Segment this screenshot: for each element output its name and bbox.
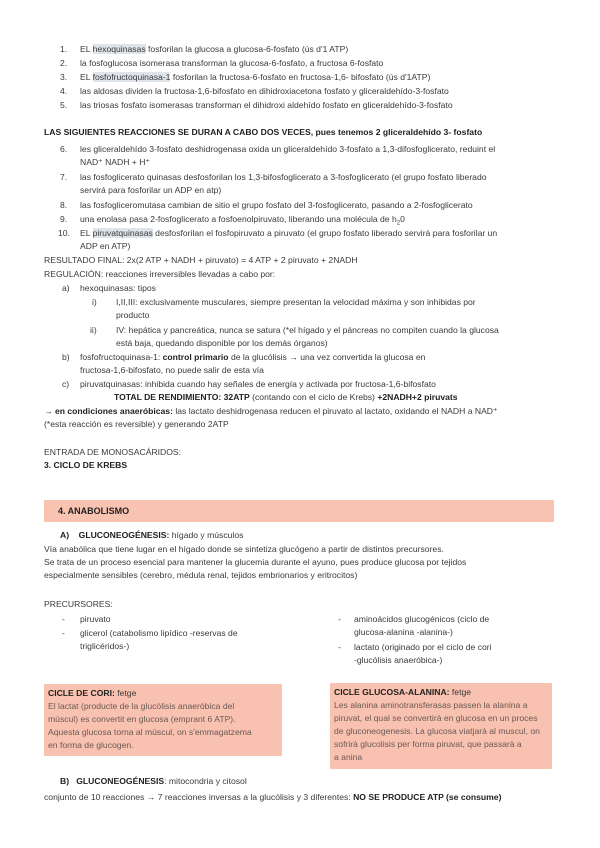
list-item xyxy=(80,99,453,111)
bullet-dash: - xyxy=(338,614,341,624)
regulation-subitem: I,II,III: exclusivamente musculares, siempre presentan la velocidad máxima y son inhibidas por xyxy=(116,297,476,307)
box-line: de gluconeogenesis. La glucosa viatjarà al muscul, on xyxy=(334,726,540,736)
regulation-item-continuation: fructosa-1,6-bifosfato, no puede salir de esta vía xyxy=(80,365,264,375)
list-item-text: desfosforilan el fosfopiruvato a piruvato (el grupo fosfato liberado servirá para fosforilar un xyxy=(152,228,498,238)
paragraph-line: Se trata de un proceso esencial para mantener la glucemia durante el ayuno, pues produce glucosa por tejidos xyxy=(44,557,467,567)
list-item-text: una enolasa pasa 2-fosfoglicerato a fosfoenolpiruvato, liberando una molécula de h xyxy=(80,214,397,224)
cori-cycle-box xyxy=(44,684,282,756)
arrow-icon: → xyxy=(44,406,55,416)
list-item-text: 0 xyxy=(400,214,405,224)
list-item xyxy=(80,227,497,239)
regulation-text: de la glucólisis → una vez convertida la glucosa en xyxy=(228,352,426,362)
list-label: c) xyxy=(62,379,70,389)
subsection-label: B) xyxy=(60,776,70,786)
box-line: múscul) es convertit en glucosa (emprant 6 ATP). xyxy=(48,714,236,724)
list-item xyxy=(80,85,449,97)
list-item: las fosfogliceromutasa cambian de sitio el grupo fosfato del 3-fosfoglicerato, pasando a 2-fosfoglicerato xyxy=(80,200,473,210)
list-item xyxy=(80,57,383,69)
emphasis: NO SE PRODUCE ATP (se consume) xyxy=(353,792,502,802)
paragraph-text: conjunto de 10 reacciones → 7 reacciones inversas a la glucólisis y 3 diferentes: xyxy=(44,792,354,802)
list-item-text: fosforilan la glucosa a glucosa-6-fosfato (ús d'1 ATP) xyxy=(145,44,349,54)
list-number: 5. xyxy=(60,100,68,110)
regulation-text: fosfofructoquinasa-1: xyxy=(80,352,163,362)
box-title-text: CICLE DE CORI: xyxy=(48,688,115,698)
list-item xyxy=(80,71,430,83)
list-item xyxy=(80,213,405,228)
list-item-text: la fosfoglucosa isomerasa transforman la glucosa-6-fosfato, a fructosa 6-fosfato xyxy=(80,58,384,68)
list-item-text: EL xyxy=(80,72,93,82)
box-line: Les alanina aminotransferasas passen la alanina a xyxy=(334,700,528,710)
paragraph-line: Vía anabólica que tiene lugar en el hígado donde se sintetiza glucógeno a partir de distintos precursores. xyxy=(44,544,444,554)
list-item-text: EL xyxy=(80,228,93,238)
box-title xyxy=(334,686,471,698)
regulation-heading: REGULACIÓN: reacciones irreversibles llevadas a cabo por: xyxy=(44,269,276,279)
list-label: ii) xyxy=(90,325,97,335)
list-item-text: las aldosas dividen la fructosa-1,6-bifosfato en dihidroxiacetona fosfato y gliceraldehído-3-fosfato xyxy=(80,86,449,96)
regulation-subitem-continuation: producto xyxy=(116,310,150,320)
box-line: El lactat (producte de la glucòlisis anaeròbica del xyxy=(48,701,235,711)
emphasis: en condiciones anaeróbicas: xyxy=(54,406,173,416)
box-title-text: CICLE GLUCOSA-ALANINA: xyxy=(334,687,450,697)
precursor-item-continuation: triglicéridos-) xyxy=(80,641,130,651)
emphasis: GLUCONEOGÉNESIS xyxy=(76,776,165,786)
regulation-item: piruvatquinasas: inhibida cuando hay señales de energía y activada por fructosa-1,6-bifosfato xyxy=(80,379,436,389)
list-number: 1. xyxy=(60,44,68,54)
emphasis: +2NADH+2 piruvats xyxy=(377,392,458,402)
subsection-label: A) xyxy=(60,530,70,540)
regulation-subitem-continuation: está baja, quedando disponible por los demás órganos) xyxy=(116,338,328,348)
list-item-text: EL xyxy=(80,44,93,54)
bullet-dash: - xyxy=(62,614,65,624)
box-line: Aquesta glucosa torna al múscul, on s'emmagatzema xyxy=(48,727,252,737)
box-line: a anina xyxy=(334,752,363,762)
section-band xyxy=(44,500,554,522)
subsection-heading xyxy=(60,529,243,541)
list-number: 10. xyxy=(58,228,70,238)
list-number: 3. xyxy=(60,72,68,82)
emphasis: GLUCONEOGÉNESIS: xyxy=(78,530,170,540)
precursor-item: glicerol (catabolismo lipídico -reservas de xyxy=(80,628,238,638)
list-number: 2. xyxy=(60,58,68,68)
final-result: RESULTADO FINAL: 2x(2 ATP + NADH + piruvato) = 4 ATP + 2 piruvato + 2NADH xyxy=(44,255,358,265)
glucose-alanine-cycle-box xyxy=(330,683,552,769)
subsection-heading xyxy=(60,775,247,787)
precursor-item-continuation: -glucólisis anaeróbica-) xyxy=(354,655,443,665)
list-label: a) xyxy=(62,283,70,293)
box-line: en forma de glucogen. xyxy=(48,740,134,750)
list-item xyxy=(80,43,348,55)
highlighted-term: fosfofructoquinasa-1 xyxy=(92,72,171,82)
emphasis: control primario xyxy=(162,352,229,362)
precursor-item: piruvato xyxy=(80,614,111,624)
list-number: 7. xyxy=(60,172,68,182)
list-item-text: las triosas fosfato isomerasas transforman el dihidroxi aldehído fosfato en gliceraldehído-3-fosfato xyxy=(80,100,453,110)
total-text: (contando con el ciclo de Krebs) xyxy=(249,392,378,402)
section-title: 4. ANABOLISMO xyxy=(58,506,130,516)
list-item-continuation: NAD⁺ NADH + H⁺ xyxy=(80,157,150,167)
box-title-tail: fetge xyxy=(114,688,137,698)
subscript: 2 xyxy=(396,220,401,227)
list-label: b) xyxy=(62,352,70,362)
list-item-text: fosforilan la fructosa-6-fosfato en fructosa-1,6- bifosfato (ús d'1ATP) xyxy=(170,72,431,82)
bullet-dash: - xyxy=(62,628,65,638)
highlighted-term: piruvatquinasas xyxy=(92,228,153,238)
regulation-subitem: IV: hepática y pancreática, nunca se satura (*el hígado y el páncreas no compiten cuando la glucosa xyxy=(116,325,499,335)
total-yield xyxy=(114,391,458,403)
regulation-item xyxy=(80,351,425,363)
list-number: 9. xyxy=(60,214,68,224)
box-line: sofrirà glucolisis per forma piruvat, que passarà a xyxy=(334,739,522,749)
paragraph-line xyxy=(44,791,501,803)
anaerobic-text: las lactato deshidrogenasa reducen el piruvato al lactato, oxidando el NADH a NAD⁺ xyxy=(172,406,498,416)
anaerobic-note-continuation: (*esta reacción es reversible) y generando 2ATP xyxy=(44,419,229,429)
bullet-dash: - xyxy=(338,642,341,652)
box-title-tail: fetge xyxy=(449,687,472,697)
list-item-continuation: servirá para fosforilar un ADP en atp) xyxy=(80,185,222,195)
list-item-continuation: ADP en ATP) xyxy=(80,241,131,251)
box-title xyxy=(48,687,136,699)
list-item: las fosfoglicerato quinasas desfosforilan los 1,3-bifosfoglicerato a 3-fosfoglicerato (el grupo fosfato liberado xyxy=(80,172,487,182)
highlighted-term: hexoquinasas xyxy=(92,44,146,54)
list-number: 4. xyxy=(60,86,68,96)
list-number: 8. xyxy=(60,200,68,210)
paragraph-line: especialmente sensibles (cerebro, médula renal, tejidos embrionarios y eritrocitos) xyxy=(44,570,358,580)
subsection-text: : mitocondria y citosol xyxy=(164,776,247,786)
emphasis: TOTAL DE RENDIMIENTO: 32ATP xyxy=(114,392,250,402)
list-number: 6. xyxy=(60,144,68,154)
box-line: piruvat, el qual se convertirà en glucosa en un proces xyxy=(334,713,538,723)
precursor-item-continuation: glucosa-alanina -alanina-) xyxy=(354,627,453,637)
list-label: i) xyxy=(92,297,97,307)
precursor-item: lactato (originado por el ciclo de cori xyxy=(354,642,492,652)
anaerobic-note xyxy=(44,405,498,417)
section-heading: LAS SIGUIENTES REACCIONES SE DURAN A CABO DOS VECES, pues tenemos 2 gliceraldehído 3- fosfato xyxy=(44,127,483,137)
krebs-heading: 3. CICLO DE KREBS xyxy=(44,460,128,470)
list-item: les gliceraldehído 3-fosfato deshidrogenasa oxida un gliceraldehído 3-fosfato a 1,3-difosfoglicerato, reduint el xyxy=(80,144,496,154)
monosaccharides-heading: ENTRADA DE MONOSACÁRIDOS: xyxy=(44,447,182,457)
regulation-item: hexoquinasas: tipos xyxy=(80,283,156,293)
subsection-text: hígado y músculos xyxy=(169,530,244,540)
precursors-heading: PRECURSORES: xyxy=(44,599,113,609)
precursor-item: aminoácidos glucogénicos (ciclo de xyxy=(354,614,490,624)
